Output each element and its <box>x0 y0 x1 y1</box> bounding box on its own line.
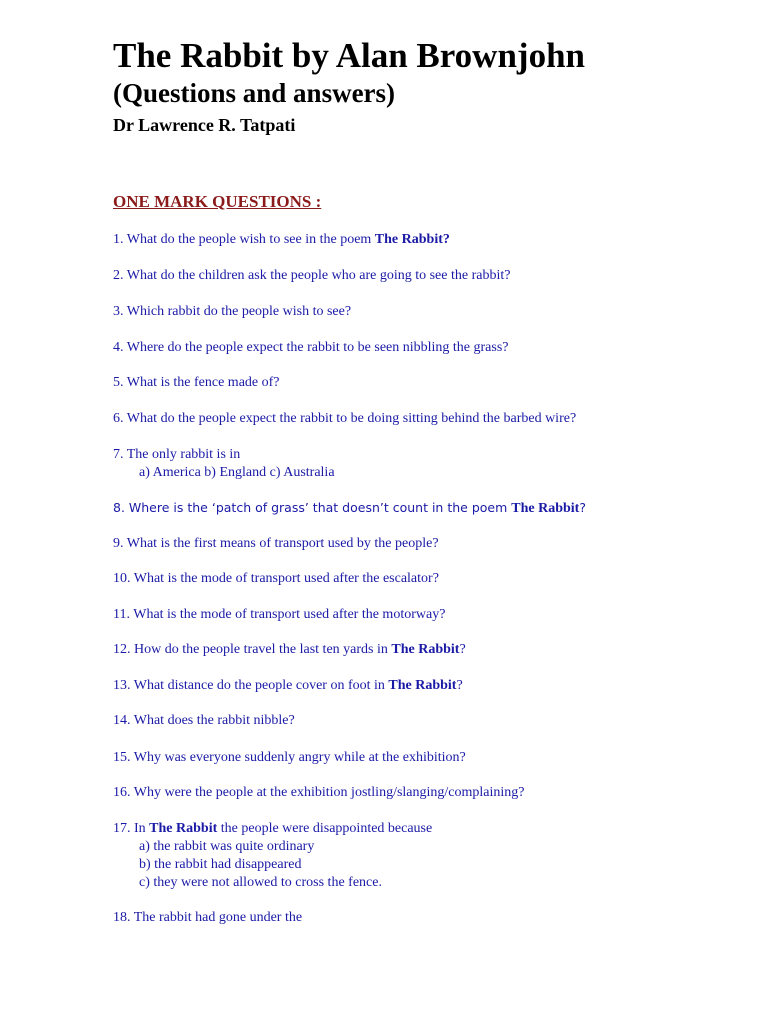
question-7: 7. The only rabbit is in a) America b) England c) Australia <box>113 447 335 480</box>
question-3: 3. Which rabbit do the people wish to see? <box>113 304 352 319</box>
question-17-option-b: b) the rabbit had disappeared <box>139 857 302 872</box>
question-15: 15. Why was everyone suddenly angry while at the exhibition? <box>113 750 466 765</box>
question-12: 12. How do the people travel the last ten yards in The Rabbit? <box>113 642 466 657</box>
question-6: 6. What do the people expect the rabbit to be doing sitting behind the barbed wire? <box>113 411 577 426</box>
document-author: Dr Lawrence R. Tatpati <box>113 115 296 135</box>
question-1: 1. What do the people wish to see in the poem The Rabbit? <box>113 232 450 247</box>
question-7-options: a) America b) England c) Australia <box>139 465 335 480</box>
question-11: 11. What is the mode of transport used after the motorway? <box>113 607 446 622</box>
question-16: 16. Why were the people at the exhibition jostling/slanging/complaining? <box>113 785 525 800</box>
question-4: 4. Where do the people expect the rabbit to be seen nibbling the grass? <box>113 340 509 355</box>
question-8: 8. Where is the ‘patch of grass’ that doesn’t count in the poem The Rabbit? <box>113 500 586 516</box>
question-17: 17. In The Rabbit the people were disappointed because a) the rabbit was quite ordinary b) the rabbit had disappeared c) they were not allowed to cross the fence. <box>113 821 433 890</box>
question-14: 14. What does the rabbit nibble? <box>113 713 295 728</box>
question-17-option-a: a) the rabbit was quite ordinary <box>139 839 315 854</box>
document-title: The Rabbit by Alan Brownjohn <box>113 36 586 75</box>
section-heading: ONE MARK QUESTIONS : <box>113 192 322 211</box>
question-2: 2. What do the children ask the people who are going to see the rabbit? <box>113 268 511 283</box>
question-17-option-c: c) they were not allowed to cross the fence. <box>139 875 382 890</box>
document-subtitle: (Questions and answers) <box>113 78 396 108</box>
question-13: 13. What distance do the people cover on foot in The Rabbit? <box>113 678 463 693</box>
question-18: 18. The rabbit had gone under the <box>113 910 303 925</box>
question-10: 10. What is the mode of transport used after the escalator? <box>113 571 439 586</box>
question-5: 5. What is the fence made of? <box>113 375 280 390</box>
question-9: 9. What is the first means of transport used by the people? <box>113 536 439 551</box>
